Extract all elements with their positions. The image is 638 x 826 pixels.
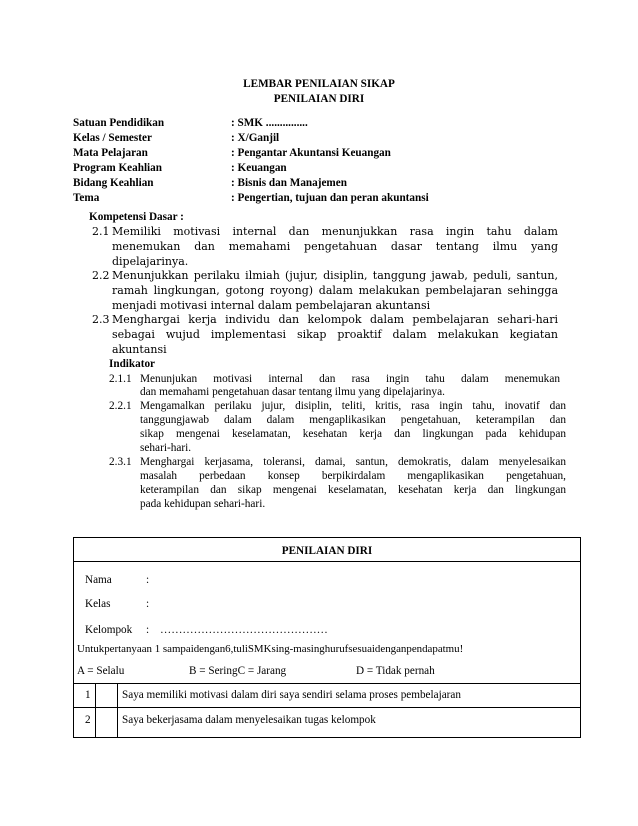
indikator-number: 2.3.1 bbox=[109, 456, 132, 468]
indikator-line: Menghargai kerjasama, toleransi, damai, santun, demokratis, dalam menyelesaikan bbox=[140, 456, 566, 468]
kompetensi-line: dipelajarinya. bbox=[112, 255, 189, 268]
divider bbox=[73, 683, 581, 684]
indikator-line: pada kehidupan sehari-hari. bbox=[140, 498, 266, 510]
document-title: LEMBAR PENILAIAN SIKAP bbox=[243, 78, 395, 90]
identity-label: Bidang Keahlian bbox=[73, 177, 154, 189]
column-divider bbox=[117, 683, 118, 738]
kompetensi-line: ramah lingkungan, gotong royong) dalam melakukan pembelajaran sehingga bbox=[112, 284, 558, 297]
indikator-line: tanggungjawab dalam dalam mengaplikasikan pengetahuan, keterampilan dan bbox=[140, 414, 566, 426]
instruction-text: Untukpertanyaan 1 sampaidengan6,tuliSMKsing-masinghurufsesuaidenganpendapatmu! bbox=[77, 643, 464, 655]
row-number: 1 bbox=[85, 689, 91, 701]
identity-value: : Bisnis dan Manajemen bbox=[231, 177, 347, 189]
divider bbox=[73, 561, 581, 562]
column-divider bbox=[95, 683, 96, 738]
identity-value: : Keuangan bbox=[231, 162, 287, 174]
scale-d: D = Tidak pernah bbox=[356, 665, 435, 677]
scale-a: A = Selalu bbox=[77, 665, 125, 677]
table-header: PENILAIAN DIRI bbox=[281, 545, 373, 557]
indikator-line: Mengamalkan perilaku jujur, disiplin, teliti, kritis, rasa ingin tahu, inovatif dan bbox=[140, 400, 566, 412]
identity-value: : SMK ............... bbox=[231, 117, 308, 129]
kompetensi-line: menemukan dan memahami pengetahuan dasar tentang ilmu yang bbox=[112, 240, 558, 253]
indikator-line: Menunjukan motivasi internal dan rasa ingin tahu dalam menemukan bbox=[140, 373, 560, 385]
indikator-number: 2.1.1 bbox=[109, 373, 132, 385]
indikator-line: dan memahami pengetahuan dasar tentang ilmu yang dipelajarinya. bbox=[140, 386, 445, 398]
indikator-line: sehari-hari. bbox=[140, 442, 192, 454]
indikator-line: sikap mengenai keselamatan, kesehatan kerja dan lingkungan pada kehidupan bbox=[140, 428, 566, 440]
kompetensi-number: 2.1 bbox=[92, 225, 110, 238]
field-label-kelompok: Kelompok bbox=[85, 624, 133, 636]
field-colon: : bbox=[146, 624, 150, 636]
kompetensi-line: sebagai wujud implementasi sikap proaktif dalam melakukan kegiatan bbox=[112, 328, 558, 341]
divider bbox=[73, 707, 581, 708]
identity-label: Kelas / Semester bbox=[73, 132, 152, 144]
kompetensi-line: Menunjukkan perilaku ilmiah (jujur, disiplin, tanggung jawab, peduli, santun, bbox=[112, 269, 558, 282]
kompetensi-line: Menghargai kerja individu dan kelompok dalam pembelajaran sehari-hari bbox=[112, 313, 558, 326]
scale-b-c: B = SeringC = Jarang bbox=[189, 665, 287, 677]
field-colon: : bbox=[146, 598, 150, 610]
kompetensi-line: akuntansi bbox=[112, 343, 167, 356]
identity-value: : X/Ganjil bbox=[231, 132, 280, 144]
document-subtitle: PENILAIAN DIRI bbox=[273, 93, 365, 105]
kompetensi-line: Memiliki motivasi internal dan menunjukkan rasa ingin tahu dalam bbox=[112, 225, 558, 238]
kompetensi-line: menjadi motivasi internal dalam pembelajaran akuntansi bbox=[112, 299, 431, 312]
indikator-heading: Indikator bbox=[109, 358, 156, 370]
indikator-line: masalah perbedaan konsep berpikirdalam mengaplikasikan pengetahuan, bbox=[140, 470, 566, 482]
indikator-line: keterampilan dan sikap mengenai keselamatan, kesehatan kerja dan lingkungan bbox=[140, 484, 566, 496]
statement-text: Saya bekerjasama dalam menyelesaikan tugas kelompok bbox=[122, 714, 376, 726]
identity-value: : Pengantar Akuntansi Keuangan bbox=[231, 147, 391, 159]
kompetensi-number: 2.3 bbox=[92, 313, 110, 326]
identity-label: Tema bbox=[73, 192, 100, 204]
identity-label: Satuan Pendidikan bbox=[73, 117, 165, 129]
kompetensi-number: 2.2 bbox=[92, 269, 110, 282]
statement-text: Saya memiliki motivasi dalam diri saya sendiri selama proses pembelajaran bbox=[122, 689, 461, 701]
row-number: 2 bbox=[85, 714, 91, 726]
field-label-nama: Nama bbox=[85, 574, 112, 586]
field-value-kelompok[interactable]: ……………………………………… bbox=[160, 624, 328, 636]
field-label-kelas: Kelas bbox=[85, 598, 111, 610]
identity-value: : Pengertian, tujuan dan peran akuntansi bbox=[231, 192, 429, 204]
identity-label: Program Keahlian bbox=[73, 162, 162, 174]
field-colon: : bbox=[146, 574, 150, 586]
indikator-number: 2.2.1 bbox=[109, 400, 132, 412]
identity-label: Mata Pelajaran bbox=[73, 147, 148, 159]
kompetensi-heading: Kompetensi Dasar : bbox=[89, 211, 184, 223]
